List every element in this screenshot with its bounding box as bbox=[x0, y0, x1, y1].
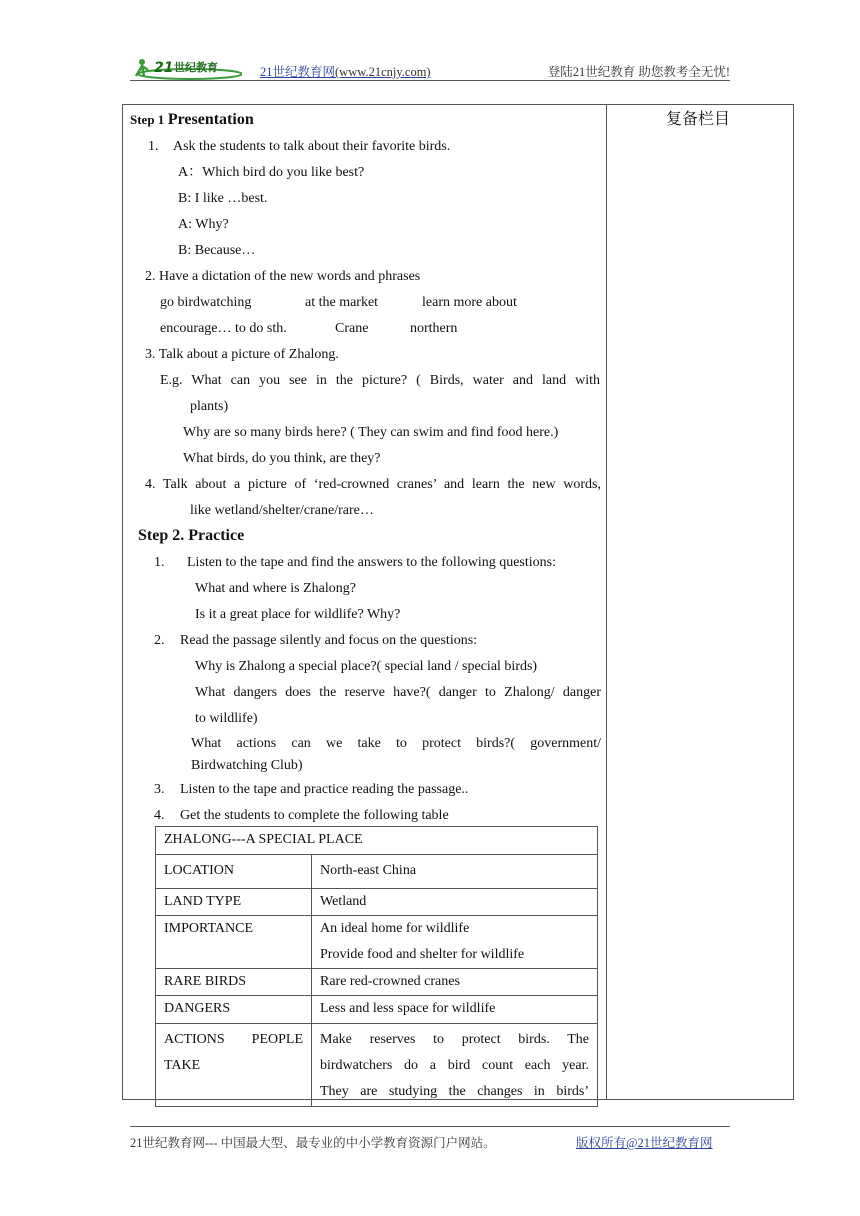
dialog-line: A: Why? bbox=[178, 217, 229, 232]
table-cell-value bbox=[312, 916, 598, 969]
step2-question: What and where is Zhalong? bbox=[195, 581, 356, 596]
table-row bbox=[156, 996, 598, 1024]
step2-question-cont: Birdwatching Club) bbox=[191, 758, 303, 773]
table-row bbox=[156, 916, 598, 969]
table-cell-line: ACTIONS PEOPLE bbox=[164, 1032, 303, 1047]
step2-item4: Get the students to complete the following table bbox=[180, 808, 449, 823]
svg-text:21: 21 bbox=[154, 60, 174, 76]
table-cell-label: LOCATION bbox=[156, 855, 312, 889]
header-divider bbox=[130, 80, 730, 81]
table-cell-line: Provide food and shelter for wildlife bbox=[320, 947, 525, 962]
step1-item3: 3. Talk about a picture of Zhalong. bbox=[145, 347, 339, 362]
table-cell-value: Less and less space for wildlife bbox=[312, 996, 598, 1024]
review-column-title: 复备栏目 bbox=[666, 109, 731, 128]
table-row bbox=[156, 855, 598, 889]
step1-item1-num: 1. bbox=[148, 139, 159, 154]
table-cell-line: birdwatchers do a bird count each year. bbox=[320, 1058, 589, 1073]
phrase: go birdwatching bbox=[160, 295, 252, 310]
step2-item4-num: 4. bbox=[154, 808, 165, 823]
step2-heading: Step 2. Practice bbox=[138, 527, 245, 544]
column-divider bbox=[606, 104, 607, 1100]
step2-item1: Listen to the tape and find the answers to the following questions: bbox=[187, 555, 556, 570]
page-header bbox=[130, 56, 730, 82]
phrase: encourage… to do sth. bbox=[160, 321, 287, 336]
step1-item2: 2. Have a dictation of the new words and phrases bbox=[145, 269, 421, 284]
zhalong-table bbox=[155, 826, 598, 1107]
step2-item3: Listen to the tape and practice reading the passage.. bbox=[180, 782, 469, 797]
step2-question: What actions can we take to protect birds?( government/ bbox=[191, 736, 601, 751]
table-title: ZHALONG---A SPECIAL PLACE bbox=[156, 827, 598, 855]
step1-item4: 4. Talk about a picture of ‘red-crowned cranes’ and learn the new words, bbox=[145, 477, 601, 492]
header-slogan: 登陆21世纪教育 助您教考全无忧! bbox=[547, 65, 730, 79]
site-logo-icon bbox=[130, 56, 242, 82]
step2-item2: Read the passage silently and focus on the questions: bbox=[180, 633, 478, 648]
step1-eg-line: E.g. What can you see in the picture? ( Birds, water and land with bbox=[160, 373, 600, 388]
table-row bbox=[156, 969, 598, 996]
table-row bbox=[156, 889, 598, 916]
step2-question: Is it a great place for wildlife? Why? bbox=[195, 607, 401, 622]
phrase: northern bbox=[410, 321, 458, 336]
dialog-line: B: Because… bbox=[178, 243, 256, 258]
step2-question: What dangers does the reserve have?( danger to Zhalong/ danger bbox=[195, 685, 601, 700]
table-cell-value: Rare red-crowned cranes bbox=[312, 969, 598, 996]
step2-item1-num: 1. bbox=[154, 555, 165, 570]
table-cell-value bbox=[312, 1024, 598, 1107]
table-cell-label: DANGERS bbox=[156, 996, 312, 1024]
step2-question-cont: to wildlife) bbox=[195, 711, 258, 726]
table-cell-label bbox=[156, 1024, 312, 1107]
step1-question: Why are so many birds here? ( They can swim and find food here.) bbox=[183, 425, 559, 440]
footer-divider bbox=[130, 1126, 730, 1127]
phrase: at the market bbox=[305, 295, 379, 310]
phrase: Crane bbox=[335, 321, 369, 336]
step1-heading: Step 1 Presentation bbox=[130, 111, 254, 128]
table-cell-label: RARE BIRDS bbox=[156, 969, 312, 996]
table-cell-value: Wetland bbox=[312, 889, 598, 916]
dialog-line: B: I like …best. bbox=[178, 191, 268, 206]
table-cell-label: LAND TYPE bbox=[156, 889, 312, 916]
step1-item1: Ask the students to talk about their favorite birds. bbox=[173, 139, 451, 154]
step2-question: Why is Zhalong a special place?( special land / special birds) bbox=[195, 659, 538, 674]
step1-question: What birds, do you think, are they? bbox=[183, 451, 381, 466]
table-row bbox=[156, 1024, 598, 1107]
svg-text:世纪教育: 世纪教育 bbox=[174, 61, 218, 74]
header-site-link[interactable]: 21世纪教育网(www.21cnjy.com) bbox=[260, 65, 431, 79]
step2-item3-num: 3. bbox=[154, 782, 165, 797]
table-cell-label: IMPORTANCE bbox=[156, 916, 312, 969]
table-cell-value: North-east China bbox=[312, 855, 598, 889]
table-cell-line: They are studying the changes in birds’ bbox=[320, 1084, 589, 1099]
footer-copyright-link[interactable]: 版权所有@21世纪教育网 bbox=[576, 1136, 713, 1150]
table-cell-line: TAKE bbox=[164, 1058, 201, 1073]
dialog-line: A：Which bird do you like best? bbox=[178, 165, 365, 180]
phrase: learn more about bbox=[422, 295, 517, 310]
footer-text: 21世纪教育网--- 中国最大型、最专业的中小学教育资源门户网站。 bbox=[130, 1136, 496, 1150]
step1-eg-line-cont: plants) bbox=[190, 399, 229, 414]
step1-item4-cont: like wetland/shelter/crane/rare… bbox=[190, 503, 374, 518]
table-cell-line: Make reserves to protect birds. The bbox=[320, 1032, 589, 1047]
step2-item2-num: 2. bbox=[154, 633, 165, 648]
table-cell-line: An ideal home for wildlife bbox=[320, 921, 470, 936]
